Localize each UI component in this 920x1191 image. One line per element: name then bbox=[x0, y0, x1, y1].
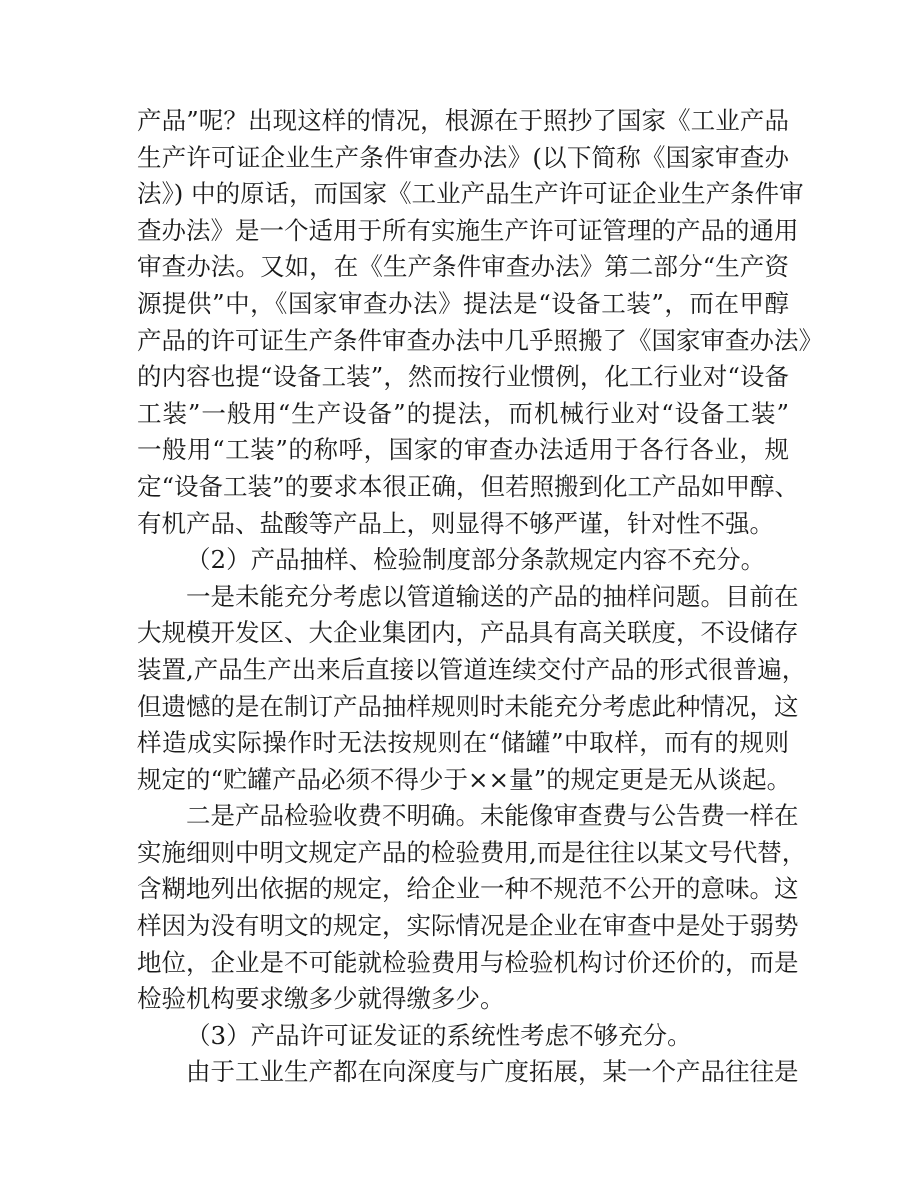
text-line: 实施细则中明文规定产品的检验费用,而是往往以某文号代替， bbox=[137, 837, 807, 867]
text-line: 一般用“工装”的称呼，国家的审查办法适用于各行各业，规 bbox=[137, 435, 789, 465]
text-line: 有机产品、盐酸等产品上，则显得不够严谨，针对性不强。 bbox=[137, 508, 774, 538]
text-line: 审查办法。又如，在《生产条件审查办法》第二部分“生产资 bbox=[137, 252, 789, 282]
text-line: 生产许可证企业生产条件审查办法》(以下简称《国家审查办 bbox=[137, 142, 789, 172]
text-line: 样因为没有明文的规定，实际情况是企业在审查中是处于弱势 bbox=[137, 911, 799, 941]
paragraph bbox=[137, 579, 807, 799]
text-line: 的内容也提“设备工装”，然而按行业惯例，化工行业对“设备 bbox=[137, 362, 789, 392]
text-line: 工装”一般用“生产设备”的提法，而机械行业对“设备工装” bbox=[137, 398, 789, 428]
text-line: 样造成实际操作时无法按规则在“储罐”中取样，而有的规则 bbox=[137, 728, 789, 758]
paragraph bbox=[137, 103, 823, 542]
text-line: 地位，企业是不可能就检验费用与检验机构讨价还价的，而是 bbox=[137, 947, 799, 977]
text-line: 法》) 中的原话，而国家《工业产品生产许可证企业生产条件审 bbox=[137, 179, 804, 209]
text-line: 规定的“贮罐产品必须不得少于××量”的规定更是无从谈起。 bbox=[137, 764, 792, 794]
text-line: 源提供”中，《国家审查办法》提法是“设备工装”，而在甲醇 bbox=[137, 288, 789, 318]
document-body bbox=[137, 103, 823, 1091]
paragraph bbox=[137, 1018, 789, 1055]
text-line: （3）产品许可证发证的系统性考虑不够充分。 bbox=[186, 1020, 692, 1050]
text-line: 产品的许可证生产条件审查办法中几乎照搬了《国家审查办法》 bbox=[137, 325, 823, 355]
text-line: 一是未能充分考虑以管道输送的产品的抽样问题。目前在 bbox=[186, 581, 799, 611]
text-line: 二是产品检验收费不明确。未能像审查费与公告费一样在 bbox=[186, 801, 799, 831]
text-line: 产品”呢？出现这样的情况，根源在于照抄了国家《工业产品 bbox=[137, 106, 789, 135]
text-line: 大规模开发区、大企业集团内，产品具有高关联度，不设储存 bbox=[137, 618, 799, 648]
text-line: 但遗憾的是在制订产品抽样规则时未能充分考虑此种情况，这 bbox=[137, 691, 799, 721]
paragraph bbox=[137, 798, 807, 1018]
text-line: （2）产品抽样、检验制度部分条款规定内容不充分。 bbox=[186, 545, 766, 575]
text-line: 装置,产品生产出来后直接以管道连续交付产品的形式很普遍， bbox=[137, 654, 807, 684]
text-line: 由于工业生产都在向深度与广度拓展，某一个产品往往是 bbox=[186, 1057, 799, 1087]
paragraph bbox=[137, 542, 789, 579]
text-line: 含糊地列出依据的规定，给企业一种不规范不公开的意味。这 bbox=[137, 874, 799, 904]
paragraph bbox=[137, 1054, 799, 1091]
text-line: 查办法》是一个适用于所有实施生产许可证管理的产品的通用 bbox=[137, 215, 799, 245]
text-line: 检验机构要求缴多少就得缴多少。 bbox=[137, 984, 505, 1014]
text-line: 定“设备工装”的要求本很正确，但若照搬到化工产品如甲醇、 bbox=[137, 471, 800, 501]
